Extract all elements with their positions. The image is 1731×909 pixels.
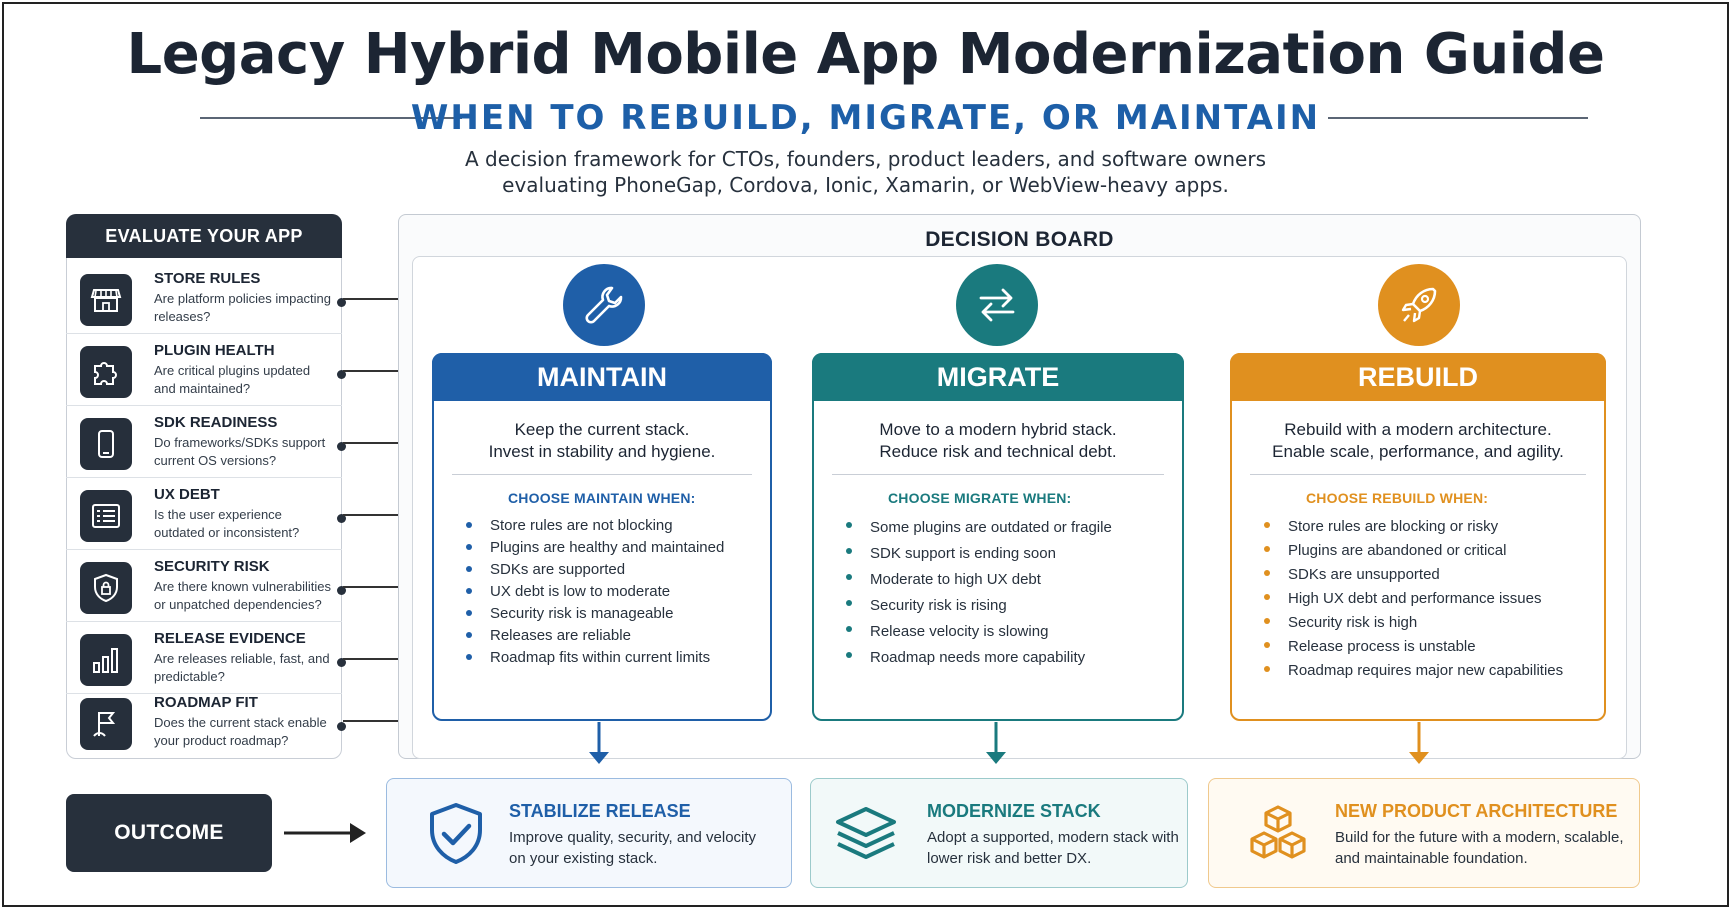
- card-when-heading: CHOOSE MAINTAIN WHEN:: [508, 490, 696, 506]
- card-tagline: [1232, 419, 1604, 463]
- eval-item-question: Does the current stack enable your product roadmap?: [154, 715, 327, 748]
- eval-item-security-risk: [66, 550, 342, 622]
- layers-icon: [833, 801, 899, 867]
- list-item: Moderate to high UX debt: [844, 567, 1172, 593]
- card-title: MAINTAIN: [432, 353, 772, 401]
- eval-item-plugin-health: [66, 334, 342, 406]
- eval-item-question: Are critical plugins updated and maintained?: [154, 363, 311, 396]
- eval-item-store-rules: [66, 262, 342, 334]
- eval-item-label: SECURITY RISK: [154, 558, 270, 575]
- outcome-label: OUTCOME: [66, 794, 272, 872]
- outcome-card-title: MODERNIZE STACK: [927, 801, 1101, 821]
- outcome-card-modernize: [810, 778, 1188, 888]
- list-item: Plugins are healthy and maintained: [464, 537, 760, 559]
- card-tagline: [814, 419, 1182, 463]
- list-item: High UX debt and performance issues: [1262, 587, 1594, 611]
- list-item: Roadmap fits within current limits: [464, 647, 760, 669]
- shield-check-icon: [423, 801, 489, 867]
- migrate-card: [812, 353, 1184, 721]
- card-divider: [832, 474, 1164, 475]
- cubes-icon: [1245, 801, 1311, 867]
- card-divider: [452, 474, 752, 475]
- card-tagline-line: Reduce risk and technical debt.: [879, 442, 1117, 461]
- list-item: Store rules are blocking or risky: [1262, 515, 1594, 539]
- card-title: REBUILD: [1230, 353, 1606, 401]
- checklist-icon: [80, 490, 132, 542]
- card-when-heading: CHOOSE MIGRATE WHEN:: [888, 490, 1072, 506]
- outcome-card-stabilize: [386, 778, 792, 888]
- rebuild-card: [1230, 353, 1606, 721]
- card-title: MIGRATE: [812, 353, 1184, 401]
- eval-item-label: SDK READINESS: [154, 414, 278, 431]
- list-item: SDKs are supported: [464, 559, 760, 581]
- outcome-card-title: NEW PRODUCT ARCHITECTURE: [1335, 801, 1618, 821]
- swap-arrows-icon: [956, 264, 1038, 346]
- page-subtitle: WHEN TO REBUILD, MIGRATE, OR MAINTAIN: [410, 98, 1321, 138]
- list-item: Store rules are not blocking: [464, 515, 760, 537]
- outcome-card-new-architecture: [1208, 778, 1640, 888]
- page-description: [0, 146, 1731, 198]
- list-item: UX debt is low to moderate: [464, 581, 760, 603]
- puzzle-icon: [80, 346, 132, 398]
- list-item: Releases are reliable: [464, 625, 760, 647]
- description-line: evaluating PhoneGap, Cordova, Ionic, Xamarin, or WebView-heavy apps.: [502, 173, 1229, 197]
- card-tagline-line: Keep the current stack.: [514, 420, 690, 439]
- list-item: Roadmap requires major new capabilities: [1262, 659, 1594, 683]
- eval-item-label: STORE RULES: [154, 270, 261, 287]
- outcome-card-title: STABILIZE RELEASE: [509, 801, 691, 821]
- list-item: Plugins are abandoned or critical: [1262, 539, 1594, 563]
- outcome-card-text: Improve quality, security, and velocity on your existing stack.: [509, 829, 757, 867]
- arrow-down-icon: [588, 722, 610, 766]
- outcome-card-text: Adopt a supported, modern stack with lower risk and better DX.: [927, 829, 1179, 867]
- subtitle-row: [0, 98, 1731, 138]
- card-divider: [1250, 474, 1586, 475]
- arrow-down-icon: [985, 722, 1007, 766]
- card-tagline-line: Move to a modern hybrid stack.: [879, 420, 1117, 439]
- card-when-heading: CHOOSE REBUILD WHEN:: [1306, 490, 1489, 506]
- eval-item-label: PLUGIN HEALTH: [154, 342, 275, 359]
- flag-icon: [80, 698, 132, 750]
- shield-lock-icon: [80, 562, 132, 614]
- card-tagline-line: Enable scale, performance, and agility.: [1272, 442, 1564, 461]
- eval-item-ux-debt: [66, 478, 342, 550]
- eval-item-release-evidence: [66, 622, 342, 694]
- eval-item-question: Are there known vulnerabilities or unpatched dependencies?: [154, 579, 332, 612]
- page-title: Legacy Hybrid Mobile App Modernization Guide: [126, 22, 1605, 87]
- decision-board-title: DECISION BOARD: [925, 228, 1114, 251]
- eval-item-label: RELEASE EVIDENCE: [154, 630, 306, 647]
- card-tagline: [434, 419, 770, 463]
- card-criteria-list: [1262, 515, 1594, 683]
- outcome-card-text: Build for the future with a modern, scalable, and maintainable foundation.: [1335, 829, 1624, 867]
- bar-chart-icon: [80, 634, 132, 686]
- list-item: Security risk is rising: [844, 593, 1172, 619]
- arrow-down-icon: [1408, 722, 1430, 766]
- rocket-icon: [1378, 264, 1460, 346]
- eval-item-question: Are releases reliable, fast, and predictable?: [154, 651, 330, 684]
- eval-item-question: Do frameworks/SDKs support current OS versions?: [154, 435, 326, 468]
- smartphone-icon: [80, 418, 132, 470]
- storefront-icon: [80, 274, 132, 326]
- list-item: SDK support is ending soon: [844, 541, 1172, 567]
- connector-dot: [337, 722, 346, 731]
- card-tagline-line: Invest in stability and hygiene.: [488, 442, 716, 461]
- card-tagline-line: Rebuild with a modern architecture.: [1284, 420, 1552, 439]
- list-item: Security risk is manageable: [464, 603, 760, 625]
- list-item: SDKs are unsupported: [1262, 563, 1594, 587]
- evaluate-panel-title: EVALUATE YOUR APP: [66, 214, 342, 258]
- description-line: A decision framework for CTOs, founders, product leaders, and software owners: [464, 147, 1266, 171]
- list-item: Security risk is high: [1262, 611, 1594, 635]
- eval-item-label: ROADMAP FIT: [154, 694, 258, 711]
- list-item: Release process is unstable: [1262, 635, 1594, 659]
- eval-item-question: Are platform policies impacting releases?: [154, 291, 332, 324]
- card-criteria-list: [844, 515, 1172, 671]
- list-item: Some plugins are outdated or fragile: [844, 515, 1172, 541]
- arrow-right-icon: [284, 820, 368, 846]
- eval-item-question: Is the user experience outdated or inconsistent?: [154, 507, 300, 540]
- eval-item-roadmap-fit: [66, 686, 342, 758]
- list-item: Release velocity is slowing: [844, 619, 1172, 645]
- list-item: Roadmap needs more capability: [844, 645, 1172, 671]
- eval-item-label: UX DEBT: [154, 486, 220, 503]
- wrench-icon: [563, 264, 645, 346]
- eval-item-sdk-readiness: [66, 406, 342, 478]
- card-criteria-list: [464, 515, 760, 669]
- maintain-card: [432, 353, 772, 721]
- subtitle-rule-right: [1328, 117, 1588, 119]
